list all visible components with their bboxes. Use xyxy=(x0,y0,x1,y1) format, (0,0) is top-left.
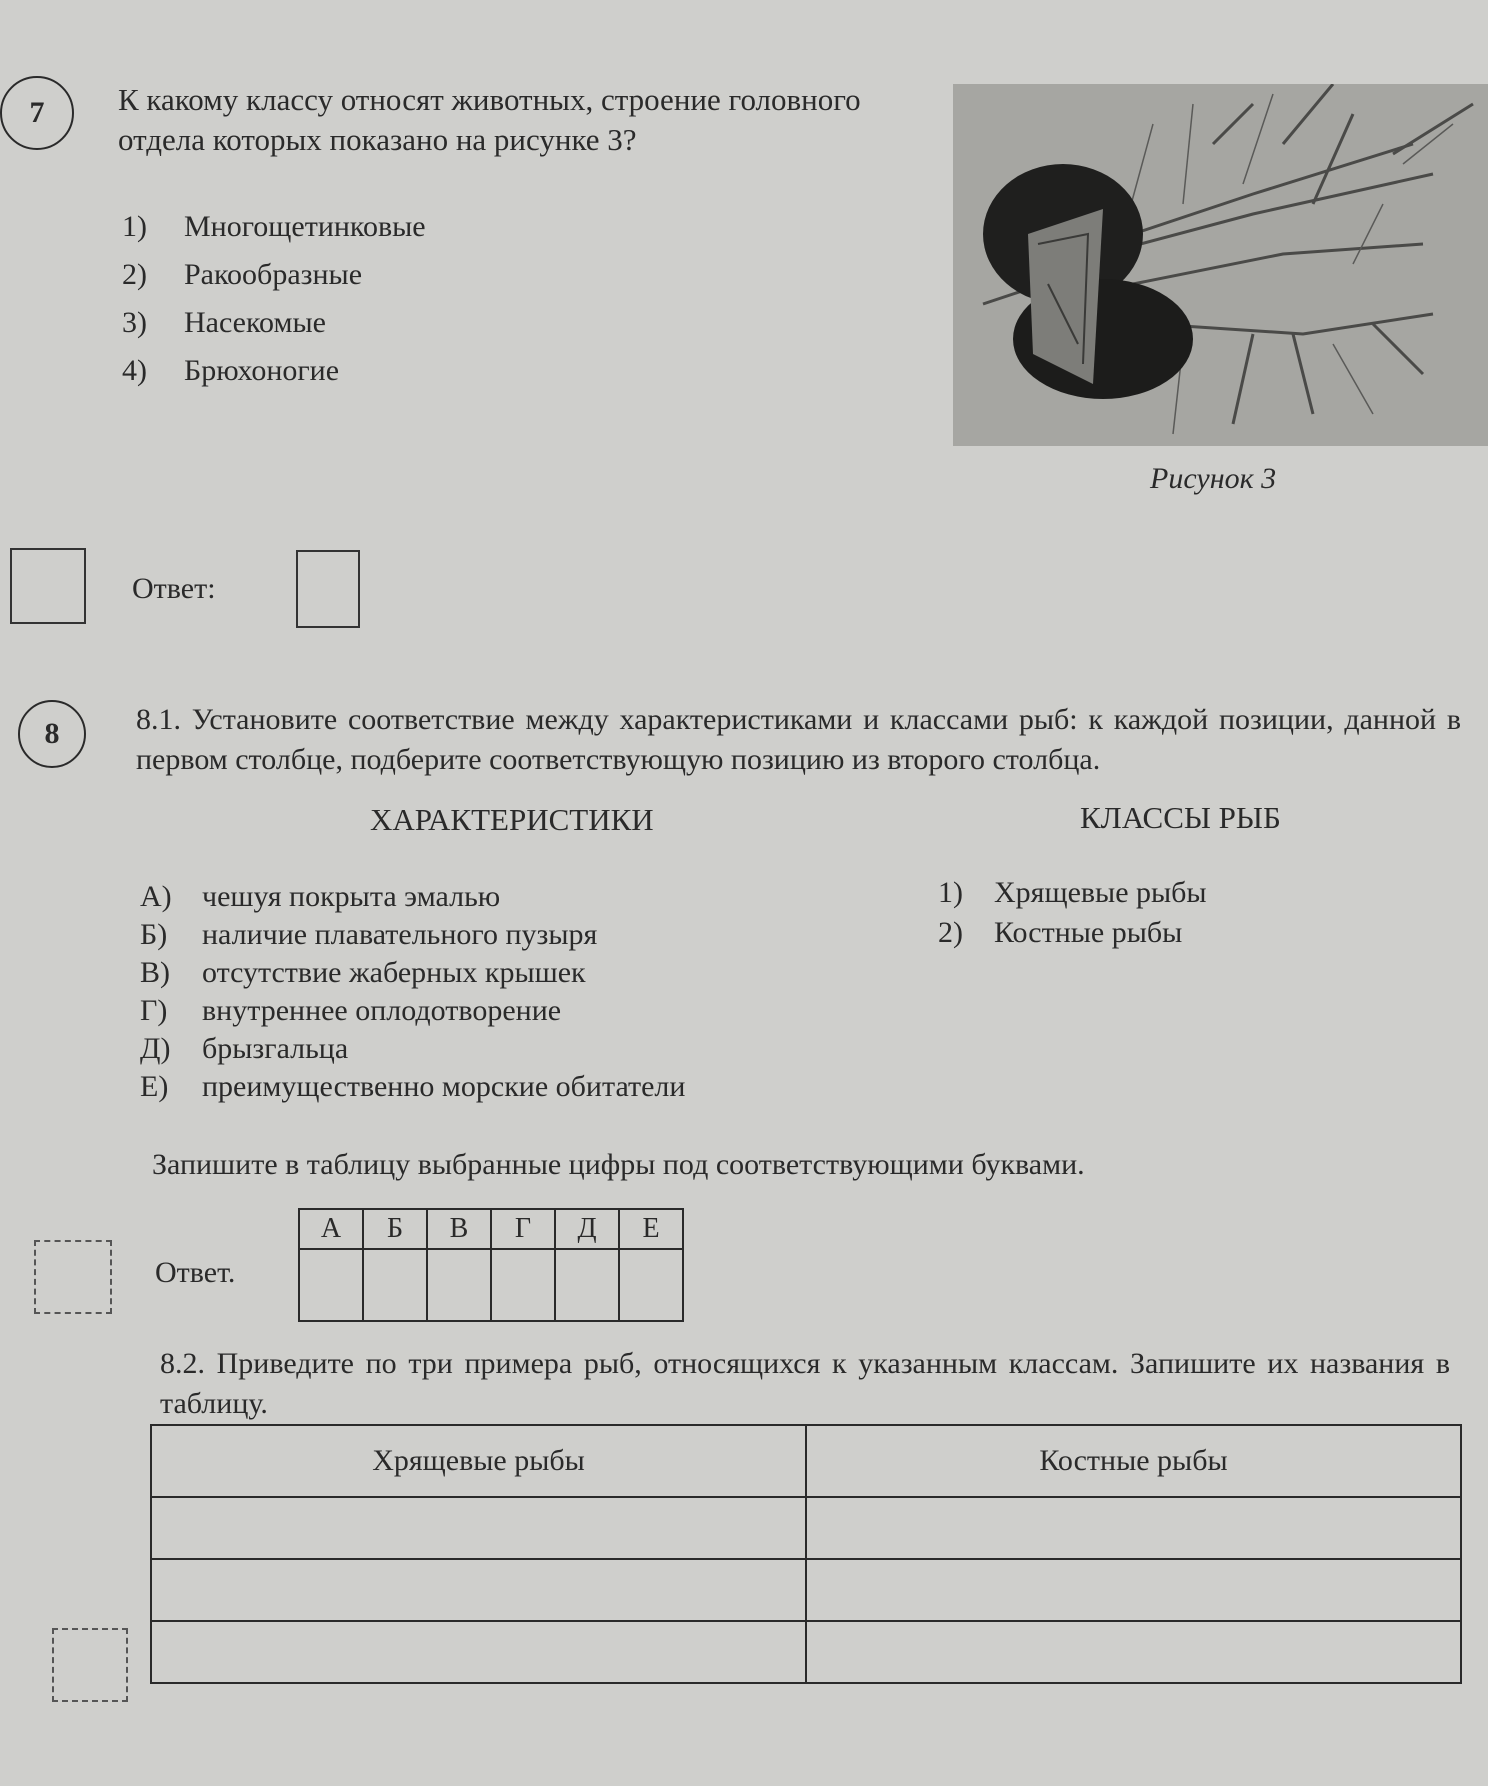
score-box-q8-2 xyxy=(52,1628,128,1702)
example-cell[interactable] xyxy=(806,1559,1461,1621)
characteristic-a: А) чешуя покрыта эмалью xyxy=(140,880,501,913)
option-1: 1) Многощетинковые xyxy=(122,210,426,243)
answer-cell-b[interactable] xyxy=(363,1249,427,1321)
characteristic-g: Г) внутреннее оплодотворение xyxy=(140,994,562,1027)
example-cell[interactable] xyxy=(806,1621,1461,1683)
answer-label-q7: Ответ: xyxy=(132,572,216,605)
characteristics-list xyxy=(140,880,685,1108)
task-8-1-text: 8.1. Установите соответствие между характеристиками и классами рыб: к каждой позиции, данной в первом столбце, подберите соответствующую позицию из второго столбца. xyxy=(136,703,1461,776)
header-bony-fish: Костные рыбы xyxy=(806,1425,1461,1497)
answer-cell-e[interactable] xyxy=(619,1249,683,1321)
answer-cell-g[interactable] xyxy=(491,1249,555,1321)
option-3: 3) Насекомые xyxy=(122,306,326,339)
insect-head-illustration xyxy=(953,84,1488,446)
examples-table-8-2 xyxy=(150,1424,1462,1684)
answer-label-q8: Ответ. xyxy=(155,1256,236,1289)
answer-cell-a[interactable] xyxy=(299,1249,363,1321)
answer-cell-v[interactable] xyxy=(427,1249,491,1321)
figure-caption: Рисунок 3 xyxy=(1150,462,1277,495)
answer-letters-row xyxy=(299,1209,683,1249)
characteristic-b: Б) наличие плавательного пузыря xyxy=(140,918,598,951)
task-8-2-text: 8.2. Приведите по три примера рыб, относящихся к указанным классам. Запишите их названия в таблицу. xyxy=(160,1347,1450,1420)
letter-a: А xyxy=(299,1209,363,1249)
question-7-options xyxy=(122,210,426,402)
answer-cell-d[interactable] xyxy=(555,1249,619,1321)
characteristics-header: ХАРАКТЕРИСТИКИ xyxy=(370,802,654,837)
characteristic-d: Д) брызгальца xyxy=(140,1032,349,1065)
fish-classes-header: КЛАССЫ РЫБ xyxy=(1080,800,1281,835)
class-2: 2) Костные рыбы xyxy=(938,916,1183,949)
examples-row xyxy=(151,1559,1461,1621)
score-box-q8-1 xyxy=(34,1240,112,1314)
instruction-text: Запишите в таблицу выбранные цифры под соответствующими буквами. xyxy=(152,1148,1085,1181)
examples-row xyxy=(151,1621,1461,1683)
question-8-number: 8 xyxy=(18,700,86,768)
example-cell[interactable] xyxy=(151,1559,806,1621)
letter-e: Е xyxy=(619,1209,683,1249)
answer-digits-row xyxy=(299,1249,683,1321)
example-cell[interactable] xyxy=(151,1497,806,1559)
header-cartilaginous-fish: Хрящевые рыбы xyxy=(151,1425,806,1497)
figure-3-insect-head xyxy=(953,84,1488,446)
letter-d: Д xyxy=(555,1209,619,1249)
example-cell[interactable] xyxy=(806,1497,1461,1559)
score-box-q7 xyxy=(10,548,86,624)
examples-header-row xyxy=(151,1425,1461,1497)
option-2: 2) Ракообразные xyxy=(122,258,363,291)
characteristic-e: Е) преимущественно морские обитатели xyxy=(140,1070,686,1103)
letter-v: В xyxy=(427,1209,491,1249)
answer-cell-q7[interactable] xyxy=(296,550,360,628)
question-7-number: 7 xyxy=(0,76,74,150)
examples-row xyxy=(151,1497,1461,1559)
question-7-text: К какому классу относят животных, строение головного отдела которых показано на рисунке 3? xyxy=(118,82,861,157)
option-4: 4) Брюхоногие xyxy=(122,354,340,387)
class-1: 1) Хрящевые рыбы xyxy=(938,876,1207,909)
characteristic-v: В) отсутствие жаберных крышек xyxy=(140,956,586,989)
answer-table-8-1 xyxy=(298,1208,684,1322)
letter-b: Б xyxy=(363,1209,427,1249)
letter-g: Г xyxy=(491,1209,555,1249)
fish-classes-list xyxy=(938,876,1207,956)
example-cell[interactable] xyxy=(151,1621,806,1683)
